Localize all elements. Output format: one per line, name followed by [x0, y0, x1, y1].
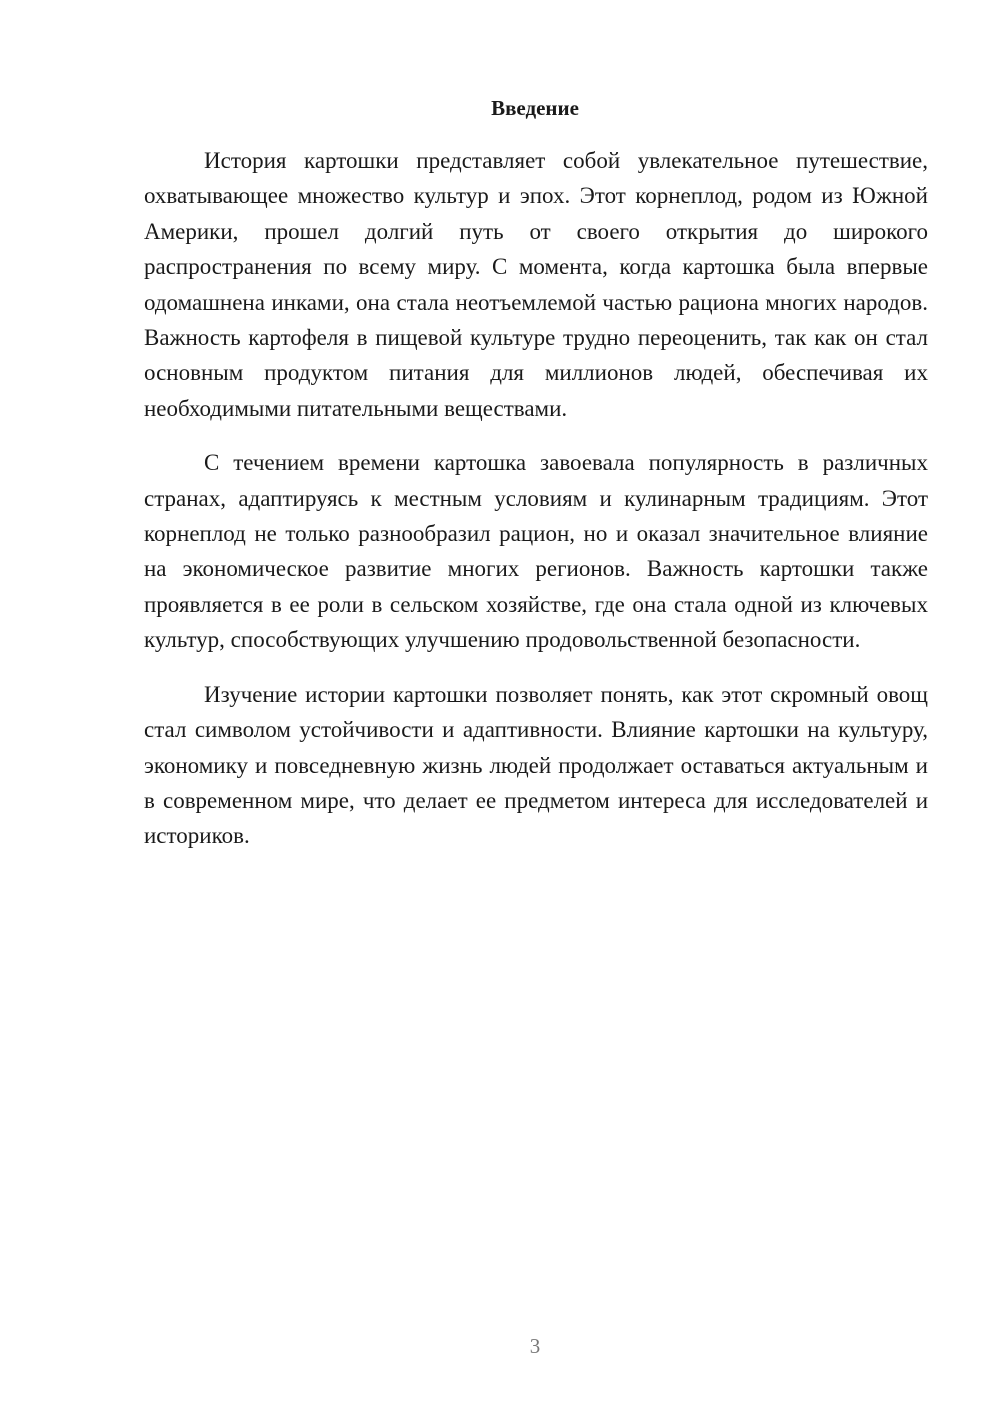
paragraph: С течением времени картошка завоевала популярность в различных странах, адаптируясь к местным условиям и кулинарным традициям. Этот корнеплод не только разнообразил рацион, но и оказал значительное влияние на экономическое развитие многих регионов. Важность картошки также проявляется в ее роли в сельском хозяйстве, где она стала одной из ключевых культур, способствующих улучшению продовольственной безопасности. [144, 450, 928, 653]
page-number: 3 [529, 1334, 541, 1358]
paragraph: Изучение истории картошки позволяет понять, как этот скромный овощ стал символом устойчивости и адаптивности. Влияние картошки на культуру, экономику и повседневную жизнь людей продолжает оставаться актуальным и в современном мире, что делает ее предметом интереса для исследователей и историков. [144, 681, 928, 849]
document-body [144, 143, 928, 873]
page-title: Введение [491, 96, 579, 120]
paragraph: История картошки представляет собой увлекательное путешествие, охватывающее множество культур и эпох. Этот корнеплод, родом из Южной Америки, прошел долгий путь от своего открытия до широкого распространения по всему миру. С момента, когда картошка была впервые одомашнена инками, она стала неотъемлемой частью рациона многих народов. Важность картофеля в пищевой культуре трудно переоценить, так как он стал основным продуктом питания для миллионов людей, обеспечивая их необходимыми питательными веществами. [144, 148, 928, 421]
